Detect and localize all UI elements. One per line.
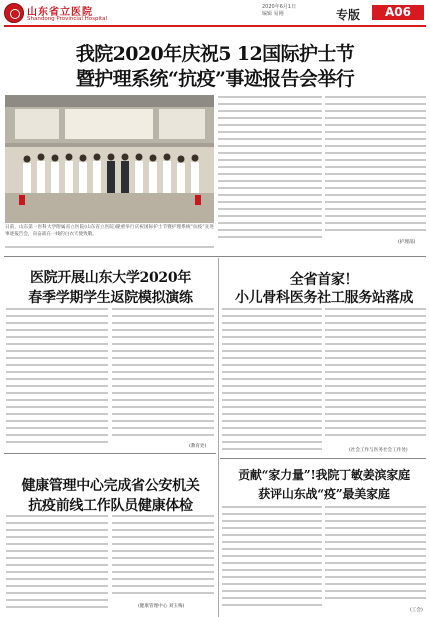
section-tag: 专版 [336, 8, 361, 22]
logo-text: 山东省立医院 [27, 7, 93, 18]
article4-headline-line1: 健康管理中心完成省公安机关 [21, 478, 200, 494]
article4-byline: (健康管理中心 刘玉梅) [138, 604, 185, 609]
page-number: A06 [372, 5, 424, 20]
article5-body-col2 [325, 506, 426, 605]
article3-headline-line2: 小儿骨科医务社工服务站落成 [234, 290, 414, 306]
article3-headline-line1: 全省首家！ [289, 272, 359, 288]
hospital-seal-icon [4, 3, 24, 23]
article5-body-col1 [222, 506, 322, 612]
article3-bottom-rule [220, 458, 426, 459]
article2-bottom-rule [4, 453, 216, 454]
article2-headline-line2: 春季学期学生返院模拟演练 [28, 290, 193, 306]
article4-body-col2 [112, 515, 214, 599]
article2-byline: (教育处) [189, 444, 207, 449]
issue-info [262, 4, 336, 18]
lead-headline-line1: 我院2020年庆祝5 12国际护士节 [75, 43, 355, 65]
article2-body-col2 [112, 308, 214, 442]
article4-headline-line2: 抗疫前线工作队员健康体检 [28, 498, 193, 514]
lead-photo [5, 95, 214, 223]
lead-bottom-rule [4, 256, 426, 257]
column-divider [218, 258, 219, 617]
article2-body-col1 [6, 308, 108, 449]
article5-headline-line2: 获评山东战“疫”最美家庭 [258, 487, 390, 501]
lead-byline: (护理部) [398, 240, 416, 245]
issue-date: 2020年6月1日 [262, 4, 297, 10]
article2-headline-line1: 医院开展山东大学2020年 [29, 270, 192, 286]
article5-byline: (工会) [410, 608, 423, 613]
lead-photo-caption: 日前，山东第一医科大学附属省立医院(山东省立医院)隆重举行庆祝国际护士节暨护理系统“抗疫”先进事迹报告会，向奋战在一线的白衣天使致敬。 [5, 225, 214, 237]
article5-headline-line1: 贡献“家力量”!我院丁敏姜滨家庭 [238, 468, 410, 482]
issue-editor: 编辑 易刚 [262, 11, 284, 17]
article4-body-col1 [6, 515, 108, 613]
article3-body-col1 [222, 308, 322, 456]
lead-headline-line2: 暨护理系统“抗疫”事迹报告会举行 [75, 68, 355, 90]
article3-body-col2 [325, 308, 426, 442]
hospital-logo [4, 3, 122, 24]
ceremony-photo-image [5, 95, 214, 223]
logo-subtitle: Shandong Provincial Hospital [27, 16, 108, 22]
lead-body-col3 [325, 96, 426, 236]
article3-byline: (社会工作与医务社会工作处) [349, 448, 408, 453]
masthead-rule [4, 25, 426, 27]
lead-body-col1 [5, 246, 214, 254]
masthead [0, 0, 430, 26]
lead-body-col2 [218, 96, 322, 244]
